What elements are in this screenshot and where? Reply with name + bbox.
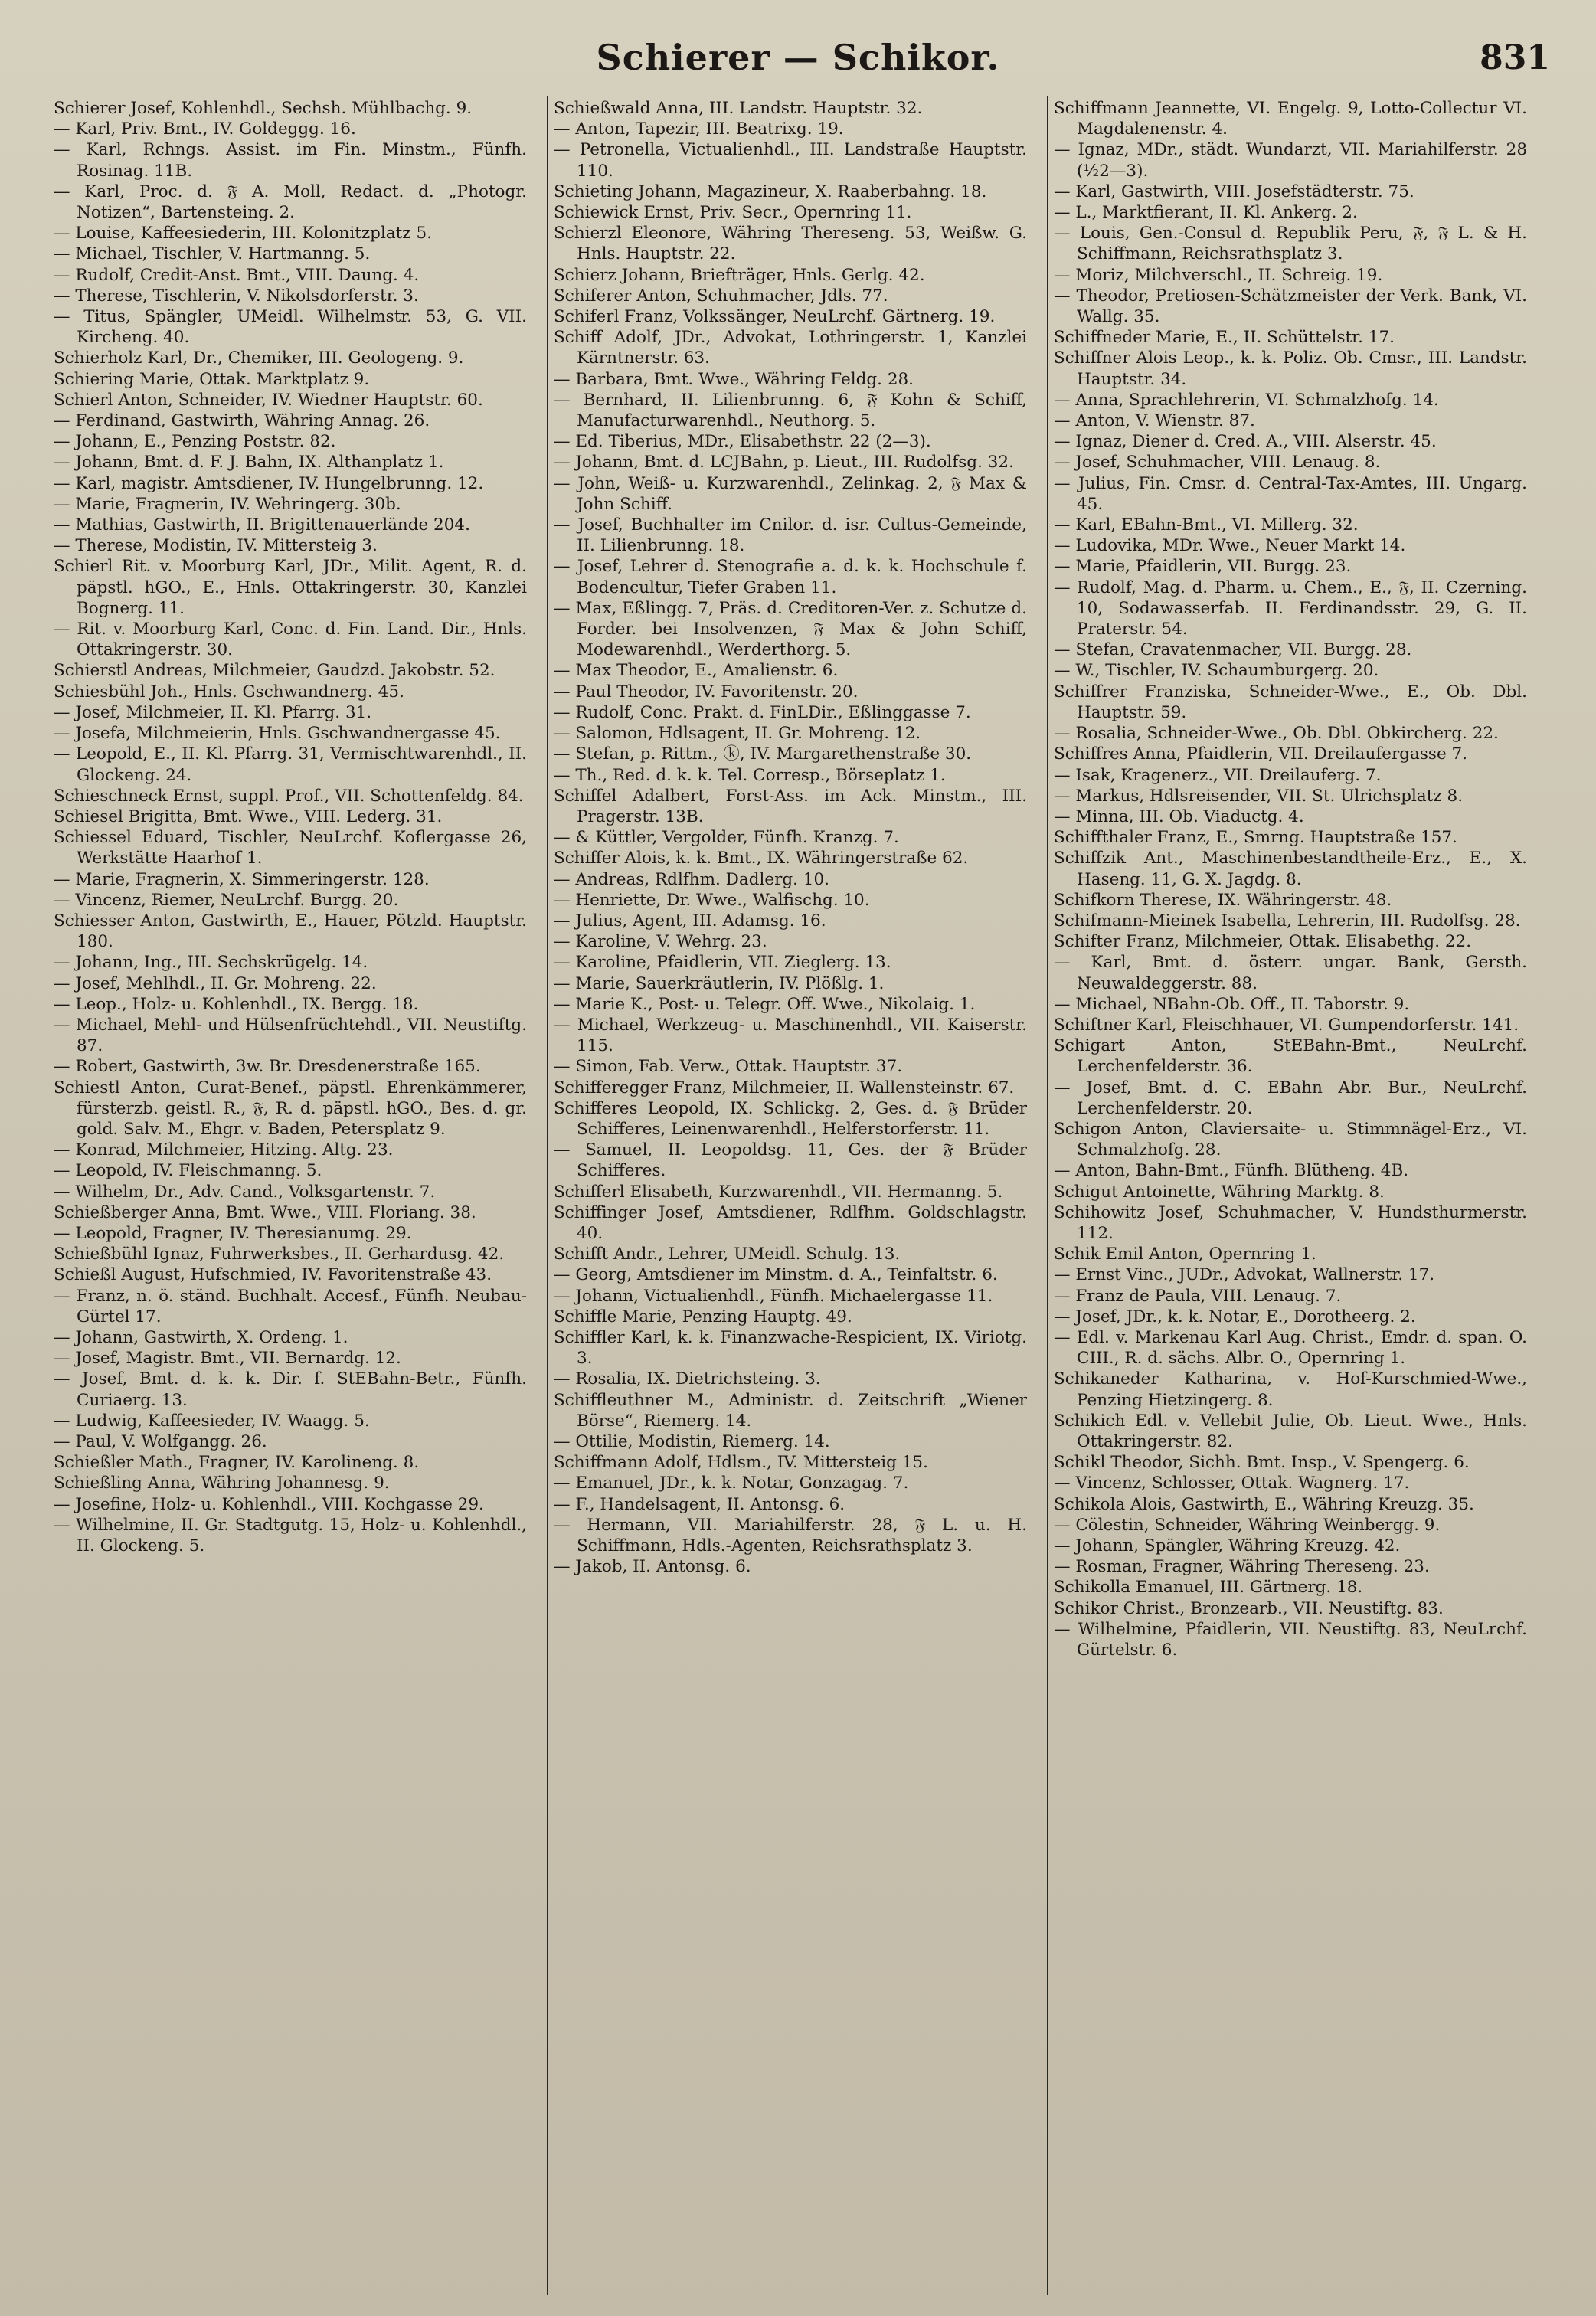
directory-entry: — Ignaz, MDr., städt. Wundarzt, VII. Mariahilferstr. 28 (½2—3). (1054, 140, 1527, 181)
directory-entry: Schikich Edl. v. Vellebit Julie, Ob. Lieut. Wwe., Hnls. Ottakringerstr. 82. (1054, 1411, 1527, 1451)
directory-entry: — Leopold, E., II. Kl. Pfarrg. 31, Vermischtwarenhdl., II. Glockeng. 24. (54, 744, 527, 785)
directory-entry: — Josef, Lehrer d. Stenografie a. d. k. k. Hochschule f. Bodencultur, Tiefer Graben 11. (554, 557, 1027, 597)
directory-entry: — Stefan, Cravatenmacher, VII. Burgg. 28. (1054, 640, 1412, 660)
directory-entry: Schiffner Alois Leop., k. k. Poliz. Ob. Cmsr., III. Landstr. Hauptstr. 34. (1054, 348, 1527, 389)
directory-entry: Schiffle Marie, Penzing Hauptg. 49. (554, 1307, 852, 1326)
directory-entry: — Johann, Bmt. d. LCJBahn, p. Lieut., III. Rudolfsg. 32. (554, 453, 1014, 473)
directory-entry: Schiff Adolf, JDr., Advokat, Lothringerstr. 1, Kanzlei Kärntnerstr. 63. (554, 328, 1027, 368)
directory-entry: — Ed. Tiberius, MDr., Elisabethstr. 22 (2—3). (554, 432, 931, 452)
directory-entry: — Karl, Proc. d. 𝔉 A. Moll, Redact. d. „Photogr. Notizen“, Bartensteing. 2. (54, 182, 527, 223)
directory-entry: — Rosalia, Schneider-Wwe., Ob. Dbl. Obkircherg. 22. (1054, 724, 1499, 744)
directory-entry: Schießberger Anna, Bmt. Wwe., VIII. Floriang. 38. (54, 1202, 476, 1222)
directory-entry: — Josef, Schuhmacher, VIII. Lenaug. 8. (1054, 453, 1381, 473)
directory-entry: — Julius, Agent, III. Adamsg. 16. (554, 911, 826, 931)
directory-entry: Schiffel Adalbert, Forst-Ass. im Ack. Minstm., III. Pragerstr. 13B. (554, 786, 1027, 826)
directory-entry: — Jakob, II. Antonsg. 6. (554, 1557, 751, 1577)
directory-entry: — Karoline, V. Wehrg. 23. (554, 932, 767, 952)
directory-entry: — Rudolf, Credit-Anst. Bmt., VIII. Daung. 4. (54, 265, 420, 285)
directory-entry: — Isak, Kragenerz., VII. Dreilauferg. 7. (1054, 765, 1382, 785)
directory-entry: Schiering Marie, Ottak. Marktplatz 9. (54, 369, 370, 389)
directory-entry: — Salomon, Hdlsagent, II. Gr. Mohreng. 12. (554, 724, 921, 744)
directory-entry: Schiffrer Franziska, Schneider-Wwe., E., Ob. Dbl. Hauptstr. 59. (1054, 682, 1527, 722)
directory-column-1 (54, 98, 527, 2288)
directory-entry: — Robert, Gastwirth, 3w. Br. Dresdenerstraße 165. (54, 1057, 481, 1077)
directory-entry: — Julius, Fin. Cmsr. d. Central-Tax-Amtes, III. Ungarg. 45. (1054, 473, 1527, 514)
page-header (0, 31, 1596, 84)
directory-entry: Schiffer Alois, k. k. Bmt., IX. Währingerstraße 62. (554, 849, 969, 869)
directory-entry: Schiffthaler Franz, E., Smrng. Hauptstraße 157. (1054, 828, 1457, 848)
running-head: Schierer — Schikor. (596, 37, 1000, 78)
directory-entry: — Michael, Werkzeug- u. Maschinenhdl., VII. Kaiserstr. 115. (554, 1015, 1027, 1056)
directory-entry: Schikolla Emanuel, III. Gärtnerg. 18. (1054, 1578, 1363, 1598)
directory-entry: Schießbühl Ignaz, Fuhrwerksbes., II. Gerhardusg. 42. (54, 1245, 505, 1264)
directory-entry: — Karl, Gastwirth, VIII. Josefstädterstr. 75. (1054, 182, 1414, 201)
directory-entry: — Marie, Pfaidlerin, VII. Burgg. 23. (1054, 557, 1352, 577)
directory-entry: — Henriette, Dr. Wwe., Walfischg. 10. (554, 890, 870, 910)
directory-entry: — Franz de Paula, VIII. Lenaug. 7. (1054, 1286, 1342, 1306)
directory-entry: — Georg, Amtsdiener im Minstm. d. A., Teinfaltstr. 6. (554, 1265, 998, 1285)
directory-entry: Schifferes Leopold, IX. Schlickg. 2, Ges. d. 𝔉 Brüder Schifferes, Leinenwarenhdl., Helferstorferstr. 11. (554, 1098, 1027, 1139)
directory-entry: — Barbara, Bmt. Wwe., Währing Feldg. 28. (554, 369, 914, 389)
directory-column-2 (554, 98, 1027, 2288)
directory-entry: Schigon Anton, Claviersaite- u. Stimmnägel-Erz., VI. Schmalzhofg. 28. (1054, 1119, 1527, 1160)
directory-entry: Schierzl Eleonore, Währing Thereseng. 53, Weißw. G. Hnls. Hauptstr. 22. (554, 224, 1027, 264)
directory-entry: Schiftner Karl, Fleischhauer, VI. Gumpendorferstr. 141. (1054, 1015, 1519, 1035)
directory-entry: — Louise, Kaffeesiederin, III. Kolonitzplatz 5. (54, 224, 432, 244)
directory-entry: — Leop., Holz- u. Kohlenhdl., IX. Bergg. 18. (54, 994, 419, 1014)
directory-entry: — Rudolf, Mag. d. Pharm. u. Chem., E., 𝔉, II. Czerning. 10, Sodawasserfab. II. Ferdinandsstr. 29, G. II. Praterstr. 54. (1054, 577, 1527, 640)
directory-entry: Schiffmann Adolf, Hdlsm., IV. Mittersteig 15. (554, 1453, 928, 1473)
directory-entry: — Louis, Gen.-Consul d. Republik Peru, 𝔉, 𝔉 L. & H. Schiffmann, Reichsrathsplatz 3. (1054, 224, 1527, 264)
directory-entry: — Rosman, Fragner, Währing Thereseng. 23. (1054, 1557, 1430, 1577)
page-number: 831 (1480, 38, 1550, 77)
directory-entry: Schiffler Karl, k. k. Finanzwache-Respicient, IX. Viriotg. 3. (554, 1327, 1027, 1369)
column-divider (1047, 96, 1048, 2295)
directory-entry: — Max Theodor, E., Amalienstr. 6. (554, 661, 839, 681)
directory-entry: — Josef, Buchhalter im Cnilor. d. isr. Cultus-Gemeinde, II. Lilienbrunng. 18. (554, 515, 1027, 556)
directory-entry: Schihowitz Josef, Schuhmacher, V. Hundsthurmerstr. 112. (1054, 1202, 1527, 1243)
directory-entry: — Titus, Spängler, UMeidl. Wilhelmstr. 53, G. VII. Kircheng. 40. (54, 307, 527, 348)
directory-entry: — Johann, Gastwirth, X. Ordeng. 1. (54, 1327, 348, 1347)
directory-entry: — Franz, n. ö. ständ. Buchhalt. Accesf., Fünfh. Neubau-Gürtel 17. (54, 1286, 527, 1326)
directory-entry: — Th., Red. d. k. k. Tel. Corresp., Börseplatz 1. (554, 765, 946, 785)
directory-entry: Schikola Alois, Gastwirth, E., Währing Kreuzg. 35. (1054, 1494, 1474, 1514)
directory-entry: — Andreas, Rdlfhm. Dadlerg. 10. (554, 869, 829, 889)
directory-entry: Schießl August, Hufschmied, IV. Favoritenstraße 43. (54, 1265, 492, 1285)
directory-entry: Schiesbühl Joh., Hnls. Gschwandnerg. 45. (54, 682, 404, 702)
directory-entry: — Johann, E., Penzing Poststr. 82. (54, 432, 336, 452)
directory-entry: — Wilhelm, Dr., Adv. Cand., Volksgartenstr. 7. (54, 1182, 436, 1202)
directory-entry: — Ernst Vinc., JUDr., Advokat, Wallnerstr. 17. (1054, 1265, 1435, 1285)
directory-entry: — Marie, Fragnerin, IV. Wehringerg. 30b. (54, 494, 401, 514)
directory-entry: Schiessel Eduard, Tischler, NeuLrchf. Koflergasse 26, Werkstätte Haarhof 1. (54, 828, 527, 869)
directory-entry: Schifkorn Therese, IX. Währingerstr. 48. (1054, 890, 1392, 910)
directory-entry: — Samuel, II. Leopoldsg. 11, Ges. der 𝔉 Brüder Schifferes. (554, 1140, 1027, 1181)
directory-entry: — Rosalia, IX. Dietrichsteing. 3. (554, 1369, 821, 1389)
directory-entry: — Ignaz, Diener d. Cred. A., VIII. Alserstr. 45. (1054, 432, 1437, 452)
directory-entry: — Konrad, Milchmeier, Hitzing. Altg. 23. (54, 1140, 394, 1160)
directory-entry: Schifmann-Mieinek Isabella, Lehrerin, III. Rudolfsg. 28. (1054, 911, 1521, 931)
directory-entry: Schiewick Ernst, Priv. Secr., Opernring 11. (554, 203, 912, 223)
directory-entry: — Mathias, Gastwirth, II. Brigittenauerlände 204. (54, 515, 470, 535)
directory-entry: — & Küttler, Vergolder, Fünfh. Kranzg. 7. (554, 828, 899, 848)
directory-entry: — Johann, Victualienhdl., Fünfh. Michaelergasse 11. (554, 1286, 993, 1306)
directory-entry: — Josef, Mehlhdl., II. Gr. Mohreng. 22. (54, 973, 377, 993)
directory-entry: — Johann, Spängler, Währing Kreuzg. 42. (1054, 1536, 1401, 1556)
directory-entry: — Anton, Tapezir, III. Beatrixg. 19. (554, 119, 844, 139)
directory-entry: — Karl, Rchngs. Assist. im Fin. Minstm., Fünfh. Rosinag. 11B. (54, 140, 527, 181)
directory-entry: — Ferdinand, Gastwirth, Währing Annag. 26. (54, 411, 430, 431)
directory-entry: — Josefine, Holz- u. Kohlenhdl., VIII. Kochgasse 29. (54, 1494, 484, 1514)
directory-entry: Schifferegger Franz, Milchmeier, II. Wallensteinstr. 67. (554, 1078, 1015, 1097)
directory-entry: — L., Marktfierant, II. Kl. Ankerg. 2. (1054, 203, 1358, 223)
directory-entry: — Karl, Bmt. d. österr. ungar. Bank, Gersth. Neuwaldeggerstr. 88. (1054, 953, 1527, 993)
directory-entry: Schiffmann Jeannette, VI. Engelg. 9, Lotto-Collectur VI. Magdalenenstr. 4. (1054, 99, 1527, 139)
directory-entry: — Paul, V. Wolfgangg. 26. (54, 1432, 267, 1451)
directory-entry: — Karl, Priv. Bmt., IV. Goldeggg. 16. (54, 119, 356, 139)
directory-entry: — Leopold, IV. Fleischmanng. 5. (54, 1161, 322, 1181)
directory-entry: Schigut Antoinette, Währing Marktg. 8. (1054, 1182, 1385, 1202)
directory-entry: — Josef, JDr., k. k. Notar, E., Dorotheerg. 2. (1054, 1307, 1416, 1326)
directory-entry: — Hermann, VII. Mariahilferstr. 28, 𝔉 L. u. H. Schiffmann, Hdls.-Agenten, Reichsrathsplatz 3. (554, 1515, 1027, 1556)
directory-entry: Schifferl Elisabeth, Kurzwarenhdl., VII. Hermanng. 5. (554, 1182, 1003, 1202)
directory-entry: — Karoline, Pfaidlerin, VII. Zieglerg. 13. (554, 953, 891, 973)
directory-column-3 (1054, 98, 1527, 2288)
directory-entry: Schiffneder Marie, E., II. Schüttelstr. 17. (1054, 328, 1395, 348)
directory-entry: — Rit. v. Moorburg Karl, Conc. d. Fin. Land. Dir., Hnls. Ottakringerstr. 30. (54, 620, 527, 660)
directory-entry: Schiffzik Ant., Maschinenbestandtheile-Erz., E., X. Haseng. 11, G. X. Jagdg. 8. (1054, 849, 1527, 889)
directory-entry: — Karl, magistr. Amtsdiener, IV. Hungelbrunng. 12. (54, 473, 484, 493)
directory-entry: Schifter Franz, Milchmeier, Ottak. Elisabethg. 22. (1054, 932, 1472, 952)
column-divider (547, 96, 548, 2295)
directory-entry: — Moriz, Milchverschl., II. Schreig. 19. (1054, 265, 1383, 285)
directory-entry: Schiestl Anton, Curat-Benef., päpstl. Ehrenkämmerer, fürsterzb. geistl. R., 𝔉, R. d. päpstl. hGO., Bes. d. gr. gold. Salv. M., Ehgr. v. Baden, Petersplatz 9. (54, 1078, 527, 1139)
directory-entry: — Josef, Bmt. d. k. k. Dir. f. StEBahn-Betr., Fünfh. Curiaerg. 13. (54, 1369, 527, 1410)
directory-entry: Schieting Johann, Magazineur, X. Raaberbahng. 18. (554, 182, 987, 201)
directory-entry: Schießwald Anna, III. Landstr. Hauptstr. 32. (554, 99, 923, 118)
directory-entry: — Vincenz, Schlosser, Ottak. Wagnerg. 17. (1054, 1474, 1410, 1493)
directory-entry: — Edl. v. Markenau Karl Aug. Christ., Emdr. d. span. O. CIII., R. d. sächs. Albr. O., Opernring 1. (1054, 1327, 1527, 1369)
directory-entry: Schieschneck Ernst, suppl. Prof., VII. Schottenfeldg. 84. (54, 786, 524, 806)
directory-entry: — Josefa, Milchmeierin, Hnls. Gschwandnergasse 45. (54, 724, 501, 744)
directory-entry: — Wilhelmine, Pfaidlerin, VII. Neustiftg. 83, NeuLrchf. Gürtelstr. 6. (1054, 1619, 1527, 1660)
directory-entry: — Ottilie, Modistin, Riemerg. 14. (554, 1432, 830, 1451)
directory-entry: — Therese, Modistin, IV. Mittersteig 3. (54, 536, 378, 556)
directory-entry: Schiffres Anna, Pfaidlerin, VII. Dreilaufergasse 7. (1054, 744, 1468, 764)
directory-entry: Schierstl Andreas, Milchmeier, Gaudzd. Jakobstr. 52. (54, 661, 495, 681)
directory-entry: Schikl Theodor, Sichh. Bmt. Insp., V. Spengerg. 6. (1054, 1453, 1470, 1473)
directory-entry: — Ludovika, MDr. Wwe., Neuer Markt 14. (1054, 536, 1406, 556)
directory-entry: — Michael, Mehl- und Hülsenfrüchtehdl., VII. Neustiftg. 87. (54, 1015, 527, 1056)
directory-entry: — Anton, Bahn-Bmt., Fünfh. Blütheng. 4B. (1054, 1161, 1409, 1181)
directory-entry: — Simon, Fab. Verw., Ottak. Hauptstr. 37. (554, 1057, 903, 1077)
directory-entry: — Markus, Hdlsreisender, VII. St. Ulrichsplatz 8. (1054, 786, 1464, 806)
directory-entry: Schierz Johann, Briefträger, Hnls. Gerlg. 42. (554, 265, 925, 285)
directory-entry: Schik Emil Anton, Opernring 1. (1054, 1245, 1316, 1264)
directory-entry: — Wilhelmine, II. Gr. Stadtgutg. 15, Holz- u. Kohlenhdl., II. Glockeng. 5. (54, 1515, 527, 1556)
directory-entry: — Leopold, Fragner, IV. Theresianumg. 29. (54, 1223, 412, 1243)
directory-entry: Schiffleuthner M., Administr. d. Zeitschrift „Wiener Börse“, Riemerg. 14. (554, 1390, 1027, 1431)
directory-entry: Schierer Josef, Kohlenhdl., Sechsh. Mühlbachg. 9. (54, 99, 473, 118)
directory-entry: — Emanuel, JDr., k. k. Notar, Gonzagag. 7. (554, 1474, 909, 1493)
directory-entry: Schierl Rit. v. Moorburg Karl, JDr., Milit. Agent, R. d. päpstl. hGO., E., Hnls. Ottakringerstr. 30, Kanzlei Bognerg. 11. (54, 557, 527, 618)
directory-entry: — Josef, Bmt. d. C. EBahn Abr. Bur., NeuLrchf. Lerchenfelderstr. 20. (1054, 1078, 1527, 1118)
directory-entry: — John, Weiß- u. Kurzwarenhdl., Zelinkag. 2, 𝔉 Max & John Schiff. (554, 473, 1027, 514)
directory-entry: — Cölestin, Schneider, Währing Weinbergg. 9. (1054, 1515, 1441, 1535)
directory-entry: Schierholz Karl, Dr., Chemiker, III. Geologeng. 9. (54, 348, 464, 368)
directory-entry: Schikaneder Katharina, v. Hof-Kurschmied-Wwe., Penzing Hietzingerg. 8. (1054, 1369, 1527, 1410)
directory-entry: — Josef, Magistr. Bmt., VII. Bernardg. 12. (54, 1349, 401, 1369)
directory-entry: — W., Tischler, IV. Schaumburgerg. 20. (1054, 661, 1379, 681)
directory-entry: — Bernhard, II. Lilienbrunng. 6, 𝔉 Kohn & Schiff, Manufacturwarenhdl., Neuthorg. 5. (554, 390, 1027, 431)
directory-entry: Schifft Andr., Lehrer, UMeidl. Schulg. 13. (554, 1245, 901, 1264)
directory-entry: — Anton, V. Wienstr. 87. (1054, 411, 1255, 431)
directory-entry: Schiferl Franz, Volkssänger, NeuLrchf. Gärtnerg. 19. (554, 307, 996, 327)
directory-entry: — Therese, Tischlerin, V. Nikolsdorferstr. 3. (54, 286, 419, 306)
directory-entry: — Ludwig, Kaffeesieder, IV. Waagg. 5. (54, 1411, 370, 1431)
directory-entry: Schießling Anna, Währing Johannesg. 9. (54, 1474, 390, 1493)
directory-entry: Schiferer Anton, Schuhmacher, Jdls. 77. (554, 286, 888, 306)
directory-entry: Schiffinger Josef, Amtsdiener, Rdlfhm. Goldschlagstr. 40. (554, 1202, 1027, 1243)
directory-entry: Schigart Anton, StEBahn-Bmt., NeuLrchf. Lerchenfelderstr. 36. (1054, 1036, 1527, 1077)
directory-entry: — Marie, Sauerkräutlerin, IV. Plößlg. 1. (554, 973, 885, 993)
directory-entry: Schierl Anton, Schneider, IV. Wiedner Hauptstr. 60. (54, 390, 483, 410)
directory-entry: — F., Handelsagent, II. Antonsg. 6. (554, 1494, 845, 1514)
directory-entry: — Theodor, Pretiosen-Schätzmeister der Verk. Bank, VI. Wallg. 35. (1054, 286, 1527, 327)
directory-entry: Schiesel Brigitta, Bmt. Wwe., VIII. Lederg. 31. (54, 806, 443, 826)
directory-entry: — Marie, Fragnerin, X. Simmeringerstr. 128. (54, 869, 430, 889)
directory-entry: — Minna, III. Ob. Viaductg. 4. (1054, 806, 1304, 826)
directory-entry: — Max, Eßlingg. 7, Präs. d. Creditoren-Ver. z. Schutze d. Forder. bei Insolvenzen, 𝔉 Max & John Schiff, Modewarenhdl., Werderthorg. 5. (554, 598, 1027, 660)
directory-entry: — Karl, EBahn-Bmt., VI. Millerg. 32. (1054, 515, 1359, 535)
directory-entry: — Stefan, p. Rittm., ⓚ, IV. Margarethenstraße 30. (554, 744, 972, 764)
directory-entry: — Michael, NBahn-Ob. Off., II. Taborstr. 9. (1054, 994, 1410, 1014)
directory-entry: — Johann, Ing., III. Sechskrügelg. 14. (54, 953, 368, 973)
directory-entry: — Marie K., Post- u. Telegr. Off. Wwe., Nikolaig. 1. (554, 994, 976, 1014)
directory-entry: Schikor Christ., Bronzearb., VII. Neustiftg. 83. (1054, 1598, 1444, 1618)
directory-entry: Schiesser Anton, Gastwirth, E., Hauer, Pötzld. Hauptstr. 180. (54, 911, 527, 952)
directory-entry: — Anna, Sprachlehrerin, VI. Schmalzhofg. 14. (1054, 390, 1439, 410)
directory-entry: — Michael, Tischler, V. Hartmanng. 5. (54, 244, 371, 264)
directory-entry: — Johann, Bmt. d. F. J. Bahn, IX. Althanplatz 1. (54, 453, 444, 473)
directory-entry: — Josef, Milchmeier, II. Kl. Pfarrg. 31. (54, 702, 372, 722)
directory-entry: — Paul Theodor, IV. Favoritenstr. 20. (554, 682, 859, 702)
directory-entry: Schießler Math., Fragner, IV. Karolineng. 8. (54, 1453, 420, 1473)
directory-entry: — Rudolf, Conc. Prakt. d. FinLDir., Eßlinggasse 7. (554, 702, 971, 722)
directory-entry: — Vincenz, Riemer, NeuLrchf. Burgg. 20. (54, 890, 399, 910)
directory-entry: — Petronella, Victualienhdl., III. Landstraße Hauptstr. 110. (554, 140, 1027, 181)
